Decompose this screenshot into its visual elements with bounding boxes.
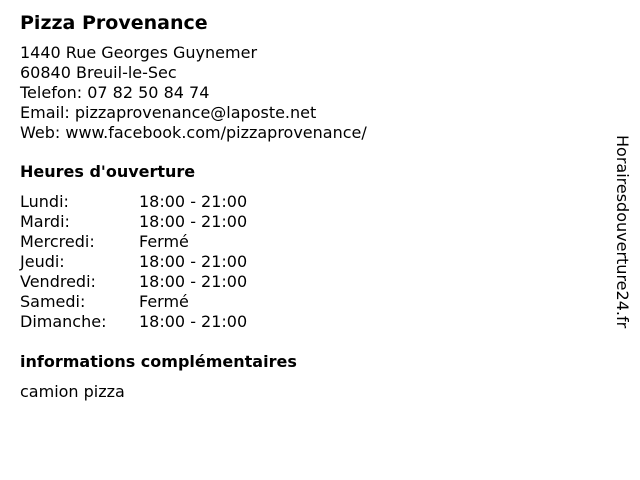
opening-hours-title: Heures d'ouverture	[20, 162, 196, 181]
day-label: Vendredi:	[20, 272, 96, 291]
day-time: 18:00 - 21:00	[139, 312, 248, 331]
day-time: Fermé	[139, 232, 189, 251]
phone-number: Telefon: 07 82 50 84 74	[20, 83, 210, 102]
additional-info-text: camion pizza	[20, 382, 125, 401]
day-label: Mercredi:	[20, 232, 95, 251]
address-line-2: 60840 Breuil-le-Sec	[20, 63, 177, 82]
hours-row-wednesday	[20, 232, 580, 252]
website-url: Web: www.facebook.com/pizzaprovenance/	[20, 123, 367, 142]
additional-info-title: informations complémentaires	[20, 352, 297, 371]
contact-info	[20, 43, 580, 143]
day-time: Fermé	[139, 292, 189, 311]
hours-row-sunday	[20, 312, 580, 332]
opening-hours-table	[20, 192, 580, 332]
business-card	[20, 11, 580, 402]
hours-row-friday	[20, 272, 580, 292]
hours-row-tuesday	[20, 212, 580, 232]
day-label: Jeudi:	[20, 252, 65, 271]
day-time: 18:00 - 21:00	[139, 212, 248, 231]
day-time: 18:00 - 21:00	[139, 192, 248, 211]
site-watermark: Horairesdouverture24.fr	[613, 135, 632, 329]
hours-row-thursday	[20, 252, 580, 272]
address-line-1: 1440 Rue Georges Guynemer	[20, 43, 258, 62]
day-time: 18:00 - 21:00	[139, 272, 248, 291]
hours-row-saturday	[20, 292, 580, 312]
day-label: Lundi:	[20, 192, 69, 211]
day-label: Samedi:	[20, 292, 86, 311]
day-time: 18:00 - 21:00	[139, 252, 248, 271]
day-label: Dimanche:	[20, 312, 107, 331]
hours-row-monday	[20, 192, 580, 212]
email-address: Email: pizzaprovenance@laposte.net	[20, 103, 317, 122]
day-label: Mardi:	[20, 212, 70, 231]
business-name: Pizza Provenance	[20, 12, 208, 34]
